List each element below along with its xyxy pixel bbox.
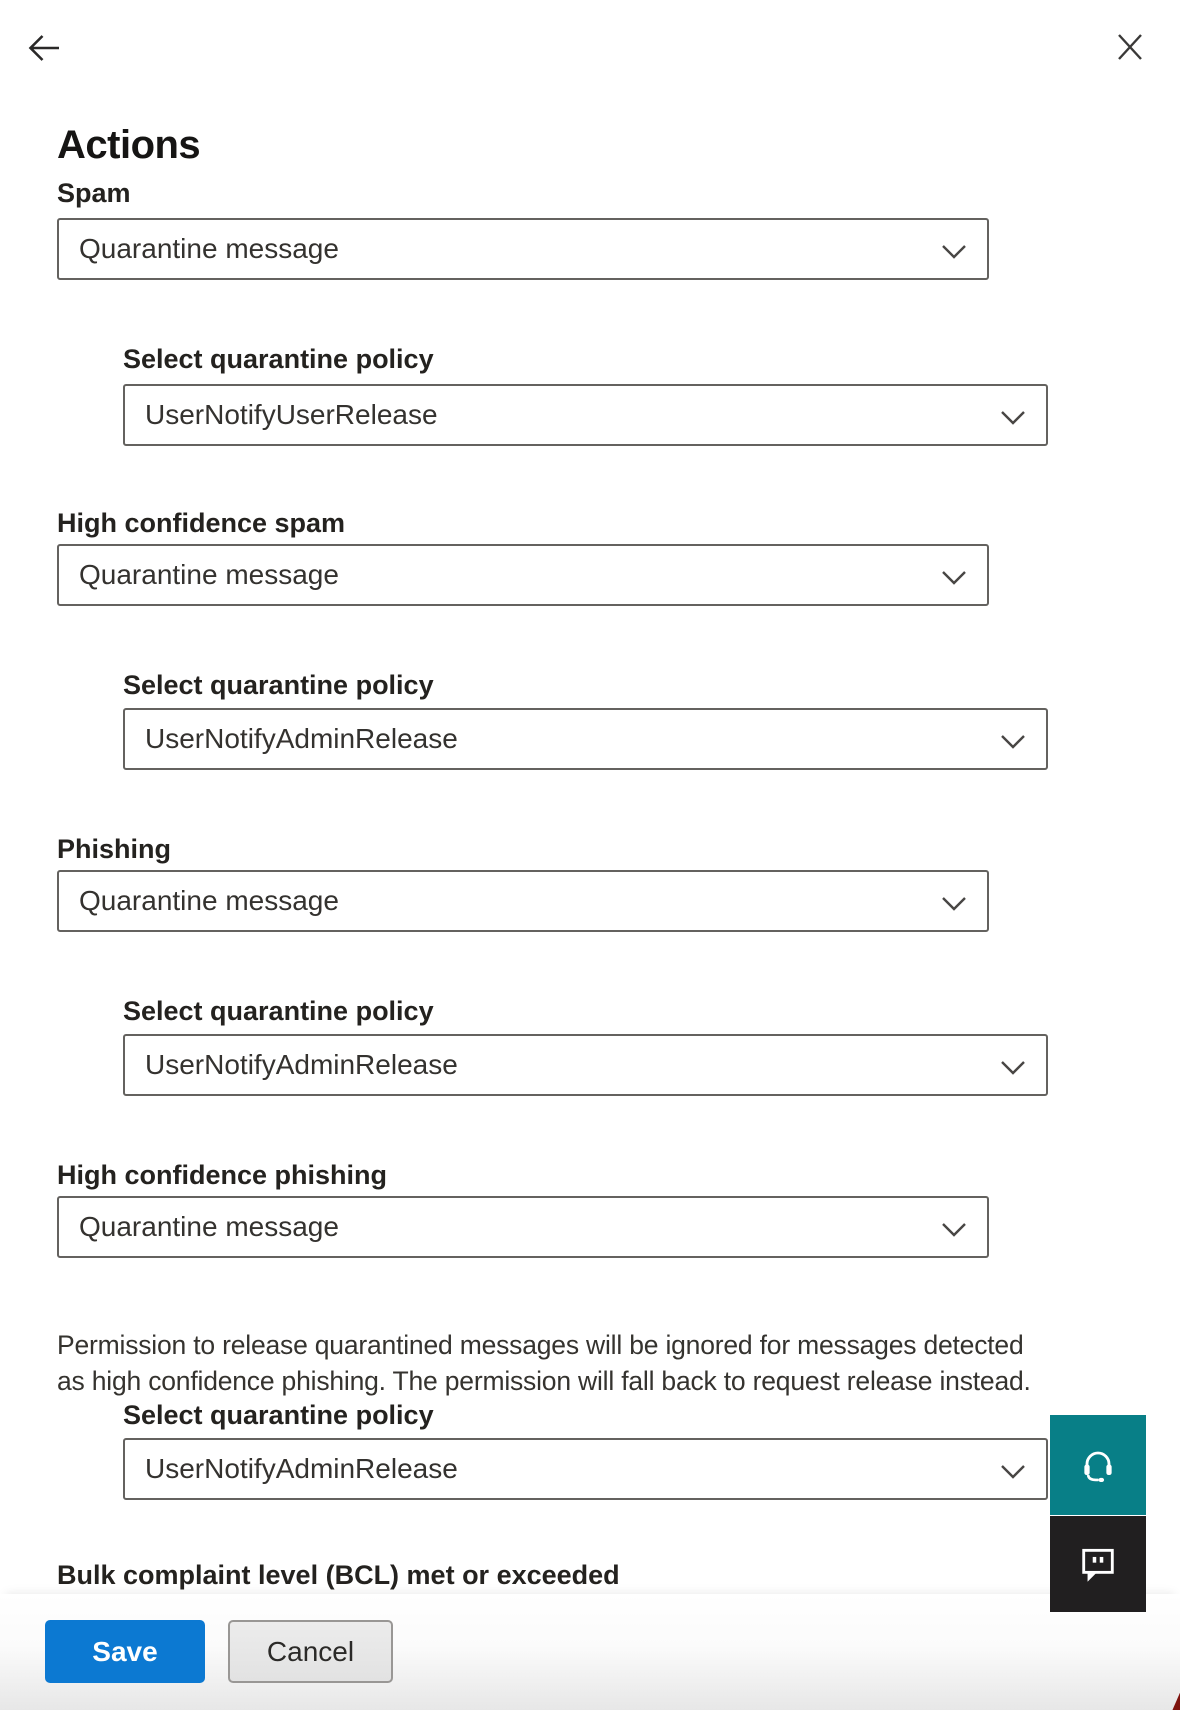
chevron-down-icon	[1000, 734, 1026, 754]
spam-action-select[interactable]	[57, 218, 989, 280]
chevron-down-icon	[941, 896, 967, 916]
high-confidence-phishing-action-value: Quarantine message	[79, 1211, 339, 1242]
phishing-label: Phishing	[57, 834, 171, 864]
hcs-quarantine-policy-label: Select quarantine policy	[123, 670, 434, 700]
phishing-action-select[interactable]	[57, 870, 989, 932]
chevron-down-icon	[941, 570, 967, 590]
back-button[interactable]	[26, 31, 62, 65]
back-arrow-icon	[26, 53, 62, 68]
phishing-quarantine-policy-select[interactable]	[123, 1034, 1048, 1096]
hcp-quarantine-policy-value: UserNotifyAdminRelease	[145, 1453, 458, 1484]
high-confidence-phishing-action-select[interactable]	[57, 1196, 989, 1258]
spam-quarantine-policy-select[interactable]	[123, 384, 1048, 446]
feedback-widget-button[interactable]	[1050, 1516, 1146, 1612]
chevron-down-icon	[1000, 1060, 1026, 1080]
high-confidence-spam-action-select[interactable]	[57, 544, 989, 606]
close-button[interactable]	[1114, 32, 1146, 62]
chat-bubble-icon	[1076, 1541, 1120, 1588]
help-widget-button[interactable]	[1050, 1415, 1146, 1515]
hcp-permission-note: Permission to release quarantined messages will be ignored for messages detected as high confidence phishing. The permission will fall back to request release instead.	[57, 1329, 1031, 1396]
chevron-down-icon	[941, 1222, 967, 1242]
spam-quarantine-policy-label: Select quarantine policy	[123, 344, 434, 374]
page-title: Actions	[57, 122, 201, 167]
save-button[interactable]: Save	[45, 1620, 205, 1683]
chevron-down-icon	[1000, 1464, 1026, 1484]
footer-bar	[0, 1594, 1180, 1710]
phishing-action-value: Quarantine message	[79, 885, 339, 916]
hcp-quarantine-policy-label: Select quarantine policy	[123, 1400, 434, 1430]
hcs-quarantine-policy-value: UserNotifyAdminRelease	[145, 723, 458, 754]
cancel-button[interactable]: Cancel	[228, 1620, 393, 1683]
spam-action-value: Quarantine message	[79, 233, 339, 264]
phishing-quarantine-policy-value: UserNotifyAdminRelease	[145, 1049, 458, 1080]
close-icon	[1114, 50, 1146, 65]
spam-label: Spam	[57, 178, 131, 208]
chevron-down-icon	[941, 244, 967, 264]
high-confidence-spam-label: High confidence spam	[57, 508, 346, 538]
bulk-complaint-level-label: Bulk complaint level (BCL) met or exceeded	[57, 1560, 620, 1590]
phishing-quarantine-policy-label: Select quarantine policy	[123, 996, 434, 1026]
high-confidence-phishing-label: High confidence phishing	[57, 1160, 387, 1190]
hcs-quarantine-policy-select[interactable]	[123, 708, 1048, 770]
hcp-quarantine-policy-select[interactable]	[123, 1438, 1048, 1500]
high-confidence-spam-action-value: Quarantine message	[79, 559, 339, 590]
chevron-down-icon	[1000, 410, 1026, 430]
spam-quarantine-policy-value: UserNotifyUserRelease	[145, 399, 438, 430]
headset-icon	[1076, 1442, 1120, 1489]
